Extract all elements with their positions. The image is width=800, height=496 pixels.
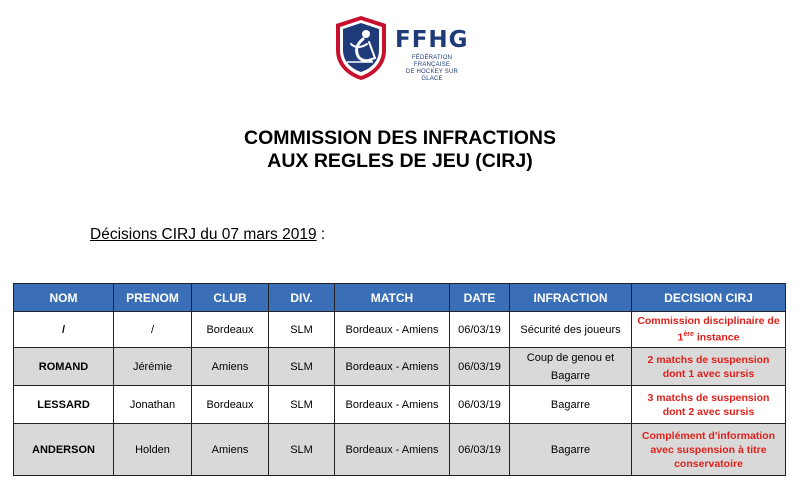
header-match: MATCH bbox=[335, 284, 450, 312]
logo-subtitle-line1: FÉDÉRATION FRANÇAISE bbox=[411, 55, 453, 68]
cell-decision: Complément d'information avec suspension à titre conservatoire bbox=[632, 424, 786, 476]
cell-club: Bordeaux bbox=[192, 312, 269, 348]
cell-infraction: Coup de genou et Bagarre bbox=[510, 348, 632, 386]
cell-nom: / bbox=[14, 312, 114, 348]
cell-infraction: Bagarre bbox=[510, 424, 632, 476]
logo-brand: FFHG bbox=[395, 27, 469, 53]
decision-superscript: ère bbox=[683, 331, 694, 339]
decision-heading-text: Décisions CIRJ du 07 mars 2019 bbox=[90, 226, 317, 243]
cell-div: SLM bbox=[269, 312, 335, 348]
ffhg-shield-hockey-player-icon bbox=[333, 14, 389, 82]
cell-nom: ROMAND bbox=[14, 348, 114, 386]
cell-div: SLM bbox=[269, 386, 335, 424]
logo-text bbox=[395, 28, 469, 83]
cell-date: 06/03/19 bbox=[450, 312, 510, 348]
decision-text-part1: Commission disciplinaire de 1 bbox=[637, 315, 780, 344]
table-row bbox=[14, 386, 786, 424]
cell-div: SLM bbox=[269, 424, 335, 476]
table-header-row bbox=[14, 284, 786, 312]
cell-prenom: Jonathan bbox=[114, 386, 192, 424]
header-date: DATE bbox=[450, 284, 510, 312]
header-nom: NOM bbox=[14, 284, 114, 312]
cell-decision: 2 matchs de suspension dont 1 avec sursis bbox=[632, 348, 786, 386]
cell-match: Bordeaux - Amiens bbox=[335, 312, 450, 348]
cell-decision bbox=[632, 312, 786, 348]
cell-nom: LESSARD bbox=[14, 386, 114, 424]
cell-match: Bordeaux - Amiens bbox=[335, 424, 450, 476]
decisions-table bbox=[13, 283, 786, 476]
logo-subtitle bbox=[395, 55, 469, 83]
cell-infraction: Bagarre bbox=[510, 386, 632, 424]
ffhg-logo bbox=[333, 14, 473, 84]
cell-prenom: Holden bbox=[114, 424, 192, 476]
cell-club: Amiens bbox=[192, 348, 269, 386]
cell-club: Bordeaux bbox=[192, 386, 269, 424]
table-row bbox=[14, 348, 786, 386]
header-prenom: PRENOM bbox=[114, 284, 192, 312]
decision-heading bbox=[90, 226, 325, 244]
decision-text-part2: instance bbox=[693, 331, 740, 344]
cell-date: 06/03/19 bbox=[450, 386, 510, 424]
cell-prenom: Jérémie bbox=[114, 348, 192, 386]
header-div: DIV. bbox=[269, 284, 335, 312]
table-row bbox=[14, 312, 786, 348]
cell-prenom: / bbox=[114, 312, 192, 348]
logo-subtitle-line2: DE HOCKEY SUR GLACE bbox=[405, 69, 459, 82]
cell-match: Bordeaux - Amiens bbox=[335, 386, 450, 424]
header-club: CLUB bbox=[192, 284, 269, 312]
page-title bbox=[0, 127, 800, 173]
cell-nom: ANDERSON bbox=[14, 424, 114, 476]
table-row bbox=[14, 424, 786, 476]
header-decision: DECISION CIRJ bbox=[632, 284, 786, 312]
page-title-line2: AUX REGLES DE JEU (CIRJ) bbox=[267, 150, 533, 172]
header-infraction: INFRACTION bbox=[510, 284, 632, 312]
cell-decision: 3 matchs de suspension dont 2 avec sursis bbox=[632, 386, 786, 424]
cell-club: Amiens bbox=[192, 424, 269, 476]
decision-heading-suffix: : bbox=[316, 226, 326, 243]
cell-infraction: Sécurité des joueurs bbox=[510, 312, 632, 348]
cell-div: SLM bbox=[269, 348, 335, 386]
cell-date: 06/03/19 bbox=[450, 424, 510, 476]
cell-match: Bordeaux - Amiens bbox=[335, 348, 450, 386]
page-title-line1: COMMISSION DES INFRACTIONS bbox=[243, 127, 556, 149]
cell-date: 06/03/19 bbox=[450, 348, 510, 386]
